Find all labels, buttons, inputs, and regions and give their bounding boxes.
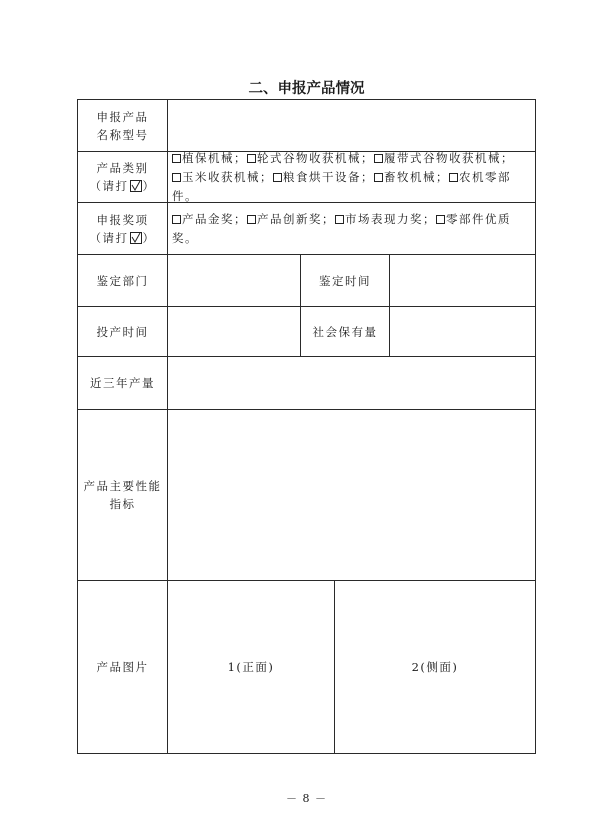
award-options-line (172, 210, 535, 248)
social-stock-field[interactable] (389, 306, 536, 357)
performance-field[interactable] (167, 409, 536, 581)
award-option-gold[interactable]: 产品金奖； (172, 212, 247, 226)
category-label (77, 151, 168, 203)
category-label-line1: 产品类别 (96, 161, 149, 175)
category-label-prefix: （请打 (89, 179, 129, 193)
product-name-label-line1: 申报产品 (96, 109, 149, 124)
award-option-parts-quality[interactable]: 零部件优质奖。 (172, 211, 511, 245)
category-options (167, 151, 536, 203)
tick-box-icon (130, 180, 142, 192)
checkbox-icon[interactable] (247, 215, 256, 224)
award-label-suffix: ） (142, 230, 156, 245)
category-option-corn-harvester[interactable]: 玉米收获机械； (172, 170, 273, 184)
production-time-label: 投产时间 (77, 306, 168, 357)
product-name-label (77, 99, 168, 152)
performance-label-line1: 产品主要性能 (83, 479, 162, 493)
appraisal-dept-label: 鉴定部门 (77, 254, 168, 307)
checkbox-icon[interactable] (374, 154, 383, 163)
category-label-line2 (90, 177, 156, 195)
page-number: － 8 － (286, 792, 327, 805)
award-label-prefix: （请打 (89, 230, 129, 245)
checkbox-icon[interactable] (374, 173, 383, 182)
category-option-tracked-harvester[interactable]: 履带式谷物收获机械； (374, 151, 514, 165)
category-option-grain-dryer[interactable]: 粮食烘干设备； (273, 170, 374, 184)
picture-front-caption: 1(正面) (227, 660, 275, 674)
category-options-line2 (172, 168, 535, 206)
checkbox-icon[interactable] (172, 173, 181, 182)
social-stock-label: 社会保有量 (300, 306, 390, 357)
checkbox-icon[interactable] (172, 215, 181, 224)
category-label-suffix: ） (142, 179, 156, 193)
award-label-line2 (90, 229, 156, 247)
picture-front-slot[interactable] (167, 580, 335, 754)
checkbox-icon[interactable] (436, 215, 445, 224)
category-option-livestock[interactable]: 畜牧机械； (374, 170, 449, 184)
picture-side-caption: 2(侧面) (411, 660, 459, 674)
tick-box-icon (130, 232, 142, 244)
award-option-innovation[interactable]: 产品创新奖； (247, 212, 335, 226)
section-title: 二、申报产品情况 (248, 81, 365, 97)
checkbox-icon[interactable] (335, 215, 344, 224)
appraisal-time-field[interactable] (389, 254, 536, 307)
award-label (77, 202, 168, 255)
appraisal-dept-field[interactable] (167, 254, 301, 307)
category-option-parts[interactable]: 农机零部件。 (172, 169, 511, 203)
product-name-field[interactable] (167, 99, 536, 152)
appraisal-time-label: 鉴定时间 (300, 254, 390, 307)
checkbox-icon[interactable] (273, 173, 282, 182)
pictures-label: 产品图片 (77, 580, 168, 754)
checkbox-icon[interactable] (247, 154, 256, 163)
award-option-market[interactable]: 市场表现力奖； (335, 212, 436, 226)
category-options-line1 (172, 149, 535, 168)
award-options (167, 202, 536, 255)
performance-label-line2: 指标 (109, 497, 136, 511)
production-time-field[interactable] (167, 306, 301, 357)
output-field[interactable] (167, 356, 536, 410)
picture-side-slot[interactable] (334, 580, 536, 754)
product-name-label-line2: 名称型号 (96, 127, 149, 142)
checkbox-icon[interactable] (172, 154, 181, 163)
performance-label (77, 409, 168, 581)
checkbox-icon[interactable] (449, 173, 458, 182)
award-label-line1: 申报奖项 (96, 212, 149, 227)
output-label: 近三年产量 (77, 356, 168, 410)
category-option-wheeled-harvester[interactable]: 轮式谷物收获机械； (247, 151, 374, 165)
category-option-plant-protection[interactable]: 植保机械； (172, 151, 247, 165)
